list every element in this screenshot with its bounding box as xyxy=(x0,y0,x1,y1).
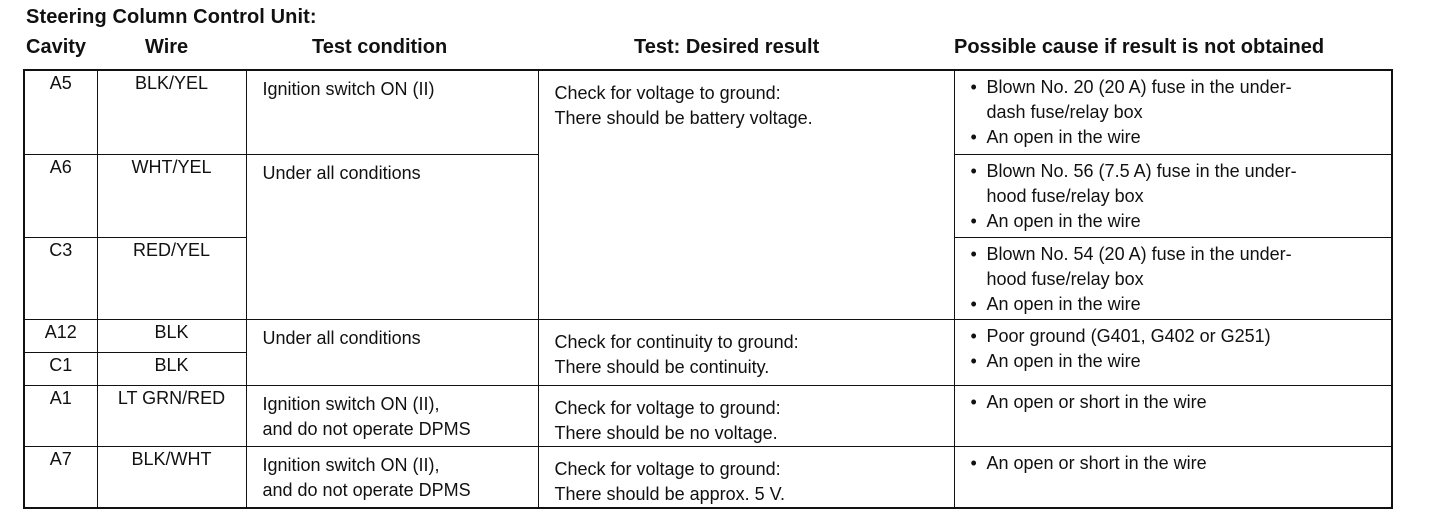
condition-line: Ignition switch ON (II) xyxy=(262,79,435,99)
cause-continuation: dash fuse/relay box xyxy=(986,102,1143,122)
result-line: There should be approx. 5 V. xyxy=(554,483,785,504)
table-row xyxy=(24,446,1392,508)
test-condition-cell xyxy=(246,319,538,385)
cavity-cell: A1 xyxy=(24,385,97,446)
possible-cause-cell xyxy=(954,154,1392,237)
cavity-cell: A12 xyxy=(24,319,97,352)
desired-result-cell xyxy=(538,446,954,508)
wire-cell: BLK/YEL xyxy=(97,70,246,154)
header-wire: Wire xyxy=(145,36,189,58)
header-test-condition: Test condition xyxy=(312,36,448,58)
result-line: Check for voltage to ground: xyxy=(554,397,781,418)
table-row xyxy=(24,385,1392,446)
result-line: Check for voltage to ground: xyxy=(554,83,781,103)
result-line: There should be battery voltage. xyxy=(554,108,813,128)
result-line: There should be no voltage. xyxy=(554,422,778,443)
cavity-cell: C3 xyxy=(24,237,97,319)
header-cavity: Cavity xyxy=(26,36,87,58)
wire-cell: WHT/YEL xyxy=(97,154,246,237)
cause-bullet: • An open in the wire xyxy=(969,125,1386,150)
cause-bullet: • An open in the wire xyxy=(969,292,1386,317)
header-desired-result: Test: Desired result xyxy=(634,36,820,58)
cause-bullet: • An open or short in the wire xyxy=(969,451,1386,476)
page-title: Steering Column Control Unit: xyxy=(26,6,317,28)
wire-cell: RED/YEL xyxy=(97,237,246,319)
desired-result-cell xyxy=(538,385,954,446)
cause-bullet: • Blown No. 56 (7.5 A) fuse in the under- xyxy=(969,159,1386,184)
condition-line: Ignition switch ON (II), xyxy=(262,393,440,414)
test-condition-cell xyxy=(246,70,538,154)
cause-continuation: hood fuse/relay box xyxy=(986,185,1144,206)
result-line: Check for voltage to ground: xyxy=(554,458,781,479)
cavity-cell: A5 xyxy=(24,70,97,154)
wire-cell: BLK/WHT xyxy=(97,446,246,508)
possible-cause-cell xyxy=(954,237,1392,319)
cause-bullet: • An open in the wire xyxy=(969,209,1386,234)
test-condition-cell xyxy=(246,154,538,319)
condition-line: and do not operate DPMS xyxy=(262,418,471,439)
cavity-cell: C1 xyxy=(24,352,97,385)
condition-line: and do not operate DPMS xyxy=(262,479,471,500)
table-row xyxy=(24,70,1392,154)
table-row xyxy=(24,319,1392,352)
cause-bullet: • An open or short in the wire xyxy=(969,390,1386,415)
test-condition-cell xyxy=(246,446,538,508)
test-condition-cell xyxy=(246,385,538,446)
possible-cause-cell xyxy=(954,446,1392,508)
cause-bullet: • Poor ground (G401, G402 or G251) xyxy=(969,324,1386,349)
result-line: Check for continuity to ground: xyxy=(554,331,799,352)
cause-bullet: • Blown No. 54 (20 A) fuse in the under- xyxy=(969,242,1386,267)
connector-test-table xyxy=(23,69,1393,509)
result-line: There should be continuity. xyxy=(554,356,770,377)
possible-cause-cell xyxy=(954,385,1392,446)
cause-continuation: hood fuse/relay box xyxy=(986,268,1144,289)
cavity-cell: A7 xyxy=(24,446,97,508)
desired-result-cell xyxy=(538,319,954,385)
desired-result-cell xyxy=(538,70,954,319)
wire-cell: BLK xyxy=(97,319,246,352)
wire-cell: BLK xyxy=(97,352,246,385)
cavity-cell: A6 xyxy=(24,154,97,237)
header-possible-cause: Possible cause if result is not obtained xyxy=(954,36,1325,58)
condition-line: Ignition switch ON (II), xyxy=(262,454,440,475)
wire-cell: LT GRN/RED xyxy=(97,385,246,446)
possible-cause-cell xyxy=(954,319,1392,385)
cause-bullet: • An open in the wire xyxy=(969,349,1386,374)
possible-cause-cell xyxy=(954,70,1392,154)
condition-line: Under all conditions xyxy=(262,327,421,348)
condition-line: Under all conditions xyxy=(262,162,421,183)
cause-bullet: • Blown No. 20 (20 A) fuse in the under- xyxy=(969,75,1386,100)
